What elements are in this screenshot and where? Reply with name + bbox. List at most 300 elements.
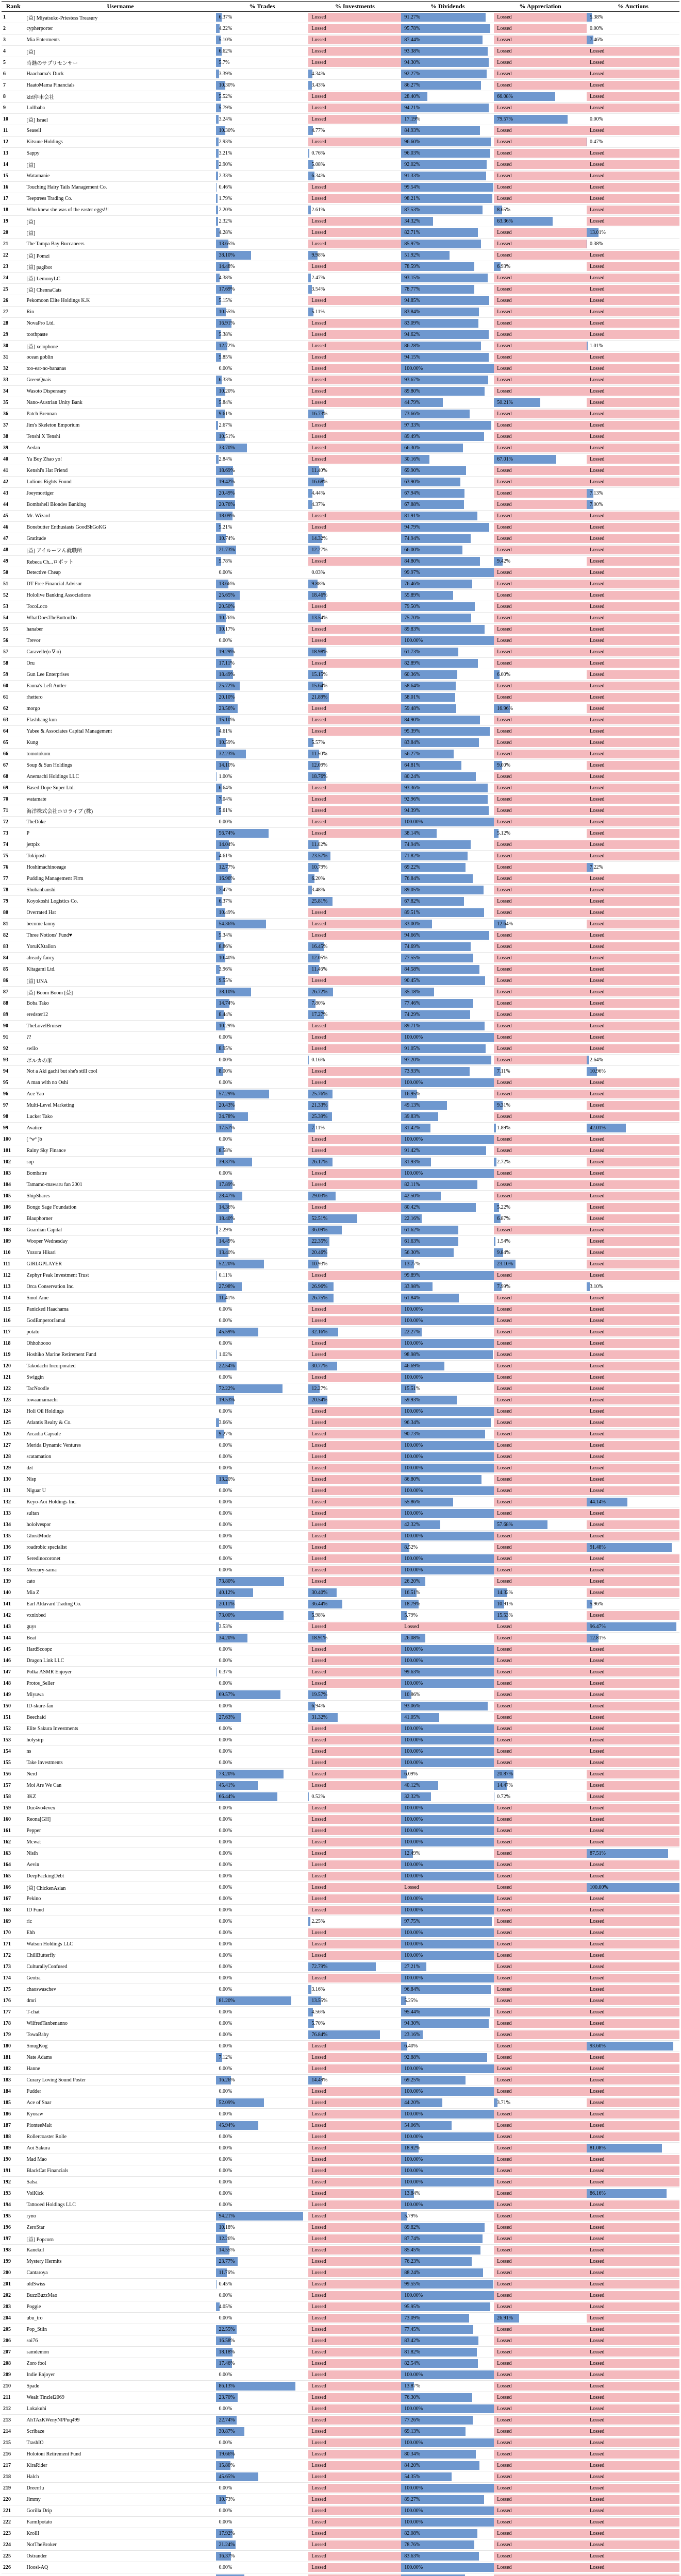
investments-value: Lossed [311,332,326,337]
username-cell: Seredinocoronet [25,1553,216,1565]
appreciation-value: Lossed [497,1851,512,1856]
dividends-cell [401,2449,494,2460]
username-cell: cypherporter [25,23,216,35]
auctions-value: 100.00% [590,1885,608,1890]
appreciation-cell [494,715,587,726]
auctions-value: Lossed [590,2270,605,2276]
trades-value: 54.36% [219,921,235,927]
auctions-value: Lossed [590,638,605,643]
trades-value: 56.74% [219,831,235,836]
dividends-value: 61.84% [404,1295,421,1301]
trades-value: 0.00% [219,2406,232,2412]
username-cell: Yozora Hikari [25,1247,216,1259]
table-row [2,1689,679,1701]
investments-value: Lossed [311,2055,326,2060]
table-row [2,2279,679,2290]
table-row [2,624,679,635]
investments-cell [308,1247,401,1259]
trades-value: 14.49% [219,1239,235,1244]
table-row [2,2517,679,2528]
rank-cell: 202 [2,2290,25,2301]
auctions-value: Lossed [590,853,605,859]
trades-cell [216,1780,309,1791]
dividends-cell [401,1372,494,1383]
investments-cell [308,2505,401,2517]
dividends-cell [401,1848,494,1859]
auctions-cell [587,692,679,703]
appreciation-value: Lossed [497,1227,512,1233]
investments-cell [308,80,401,91]
dividends-cell [401,873,494,885]
investments-cell [308,1633,401,1644]
rank-cell: 19 [2,216,25,227]
appreciation-cell [494,1678,587,1689]
auctions-value: Lossed [590,479,605,485]
dividends-cell [401,1123,494,1134]
table-row [2,1961,679,1973]
dividends-value: 100.00% [404,1907,423,1913]
investments-value: Lossed [311,1273,326,1278]
username-cell: CulturallyConfused [25,1961,216,1973]
appreciation-value: Lossed [497,547,512,553]
investments-value: Lossed [311,1454,326,1460]
trades-cell [216,35,309,46]
dividends-value: 100.00% [404,1443,423,1448]
dividends-cell [401,2313,494,2324]
dividends-value: 73.93% [404,1069,421,1074]
investments-cell [308,2154,401,2165]
appreciation-value: Lossed [497,910,512,916]
dividends-value: 83.84% [404,740,421,745]
username-cell: Patch Brennan [25,409,216,420]
table-row [2,397,679,409]
appreciation-value: Lossed [497,774,512,779]
investments-cell [308,216,401,227]
trades-value: 0.00% [219,1941,232,1947]
auctions-value: Lossed [590,1783,605,1788]
investments-cell [308,386,401,397]
trades-cell [216,1168,309,1179]
username-cell: ID-skure-fan [25,1701,216,1712]
appreciation-cell [494,2426,587,2437]
investments-value: Lossed [311,1171,326,1176]
rank-cell: 1 [2,12,25,23]
trades-cell [216,737,309,749]
auctions-value: Lossed [590,1828,605,1834]
table-row [2,2324,679,2335]
trades-value: 23.77% [219,2259,235,2264]
rank-cell: 31 [2,352,25,363]
appreciation-value: Lossed [497,1828,512,1834]
appreciation-cell [494,1485,587,1497]
trades-value: 0.00% [219,2179,232,2185]
auctions-value: Lossed [590,1941,605,1947]
dividends-value: 34.32% [404,218,421,224]
auctions-value: Lossed [590,2338,605,2344]
dividends-value: 100.00% [404,2066,423,2072]
appreciation-value: Lossed [497,196,512,201]
auctions-value: 96.47% [590,1624,606,1630]
investments-cell [308,1179,401,1191]
table-row [2,1021,679,1032]
dividends-value: 100.00% [404,1828,423,1834]
appreciation-value: Lossed [497,1896,512,1902]
auctions-cell [587,91,679,103]
appreciation-cell [494,1395,587,1406]
trades-cell [216,284,309,295]
auctions-cell [587,23,679,35]
rank-cell: 63 [2,715,25,726]
investments-cell [308,749,401,760]
username-cell: GhostMode [25,1531,216,1542]
dividends-value: 100.00% [404,1953,423,1958]
username-cell: Holi Oil Holdings [25,1406,216,1417]
auctions-cell [587,794,679,805]
trades-value: 13.66% [219,581,235,587]
investments-cell [308,2075,401,2086]
trades-value: 3.21% [219,150,232,156]
table-row [2,1043,679,1055]
investments-cell [308,873,401,885]
investments-value: Lossed [311,1307,326,1312]
appreciation-value: Lossed [497,978,512,984]
appreciation-cell [494,1939,587,1950]
appreciation-cell [494,1315,587,1327]
investments-value: 25.81% [311,899,328,904]
appreciation-cell [494,2041,587,2052]
table-row [2,941,679,953]
username-cell: dzt [25,1463,216,1474]
investments-value: Lossed [311,717,326,723]
investments-cell [308,635,401,647]
trades-value: 0.00% [219,1975,232,1981]
investments-value: 26.96% [311,1284,328,1290]
table-row [2,1735,679,1746]
dividends-cell [401,1859,494,1871]
auctions-cell [587,1202,679,1213]
investments-value: Lossed [311,434,326,439]
trades-value: 0.00% [219,2485,232,2491]
dividends-cell [401,273,494,284]
appreciation-cell [494,261,587,273]
appreciation-value: 20.87% [497,1771,513,1777]
trades-value: 2.84% [219,456,232,462]
table-row [2,828,679,839]
auctions-value: Lossed [590,128,605,133]
dividends-value: 49.13% [404,1103,421,1108]
dividends-cell [401,2415,494,2426]
rank-cell: 53 [2,601,25,613]
auctions-value: Lossed [590,2474,605,2480]
trades-cell [216,635,309,647]
rank-cell: 169 [2,1916,25,1927]
trades-value: 0.37% [219,1669,232,1675]
investments-cell [308,1304,401,1315]
investments-value: Lossed [311,2553,326,2559]
appreciation-cell [494,1927,587,1939]
rank-cell: 163 [2,1848,25,1859]
dividends-cell [401,839,494,851]
dividends-value: 99.89% [404,1273,421,1278]
dividends-cell [401,465,494,477]
investments-cell [308,2131,401,2143]
appreciation-cell [494,1440,587,1451]
auctions-cell [587,2256,679,2267]
username-cell: Kyoraw [25,2109,216,2120]
username-cell: tomotokom [25,749,216,760]
rank-cell: 64 [2,726,25,737]
auctions-cell [587,239,679,250]
username-cell: ChillButterfly [25,1950,216,1961]
dividends-cell [401,2131,494,2143]
username-header: Username [25,2,216,12]
dividends-value: 13.84% [404,2191,421,2196]
appreciation-cell [494,1825,587,1837]
appreciation-value: Lossed [497,60,512,65]
auctions-cell [587,1089,679,1100]
appreciation-cell [494,2573,587,2576]
dividends-cell [401,2290,494,2301]
trades-bar [216,2280,217,2289]
dividends-cell [401,182,494,193]
investments-value: Lossed [311,1783,326,1788]
trades-cell [216,193,309,205]
appreciation-cell [494,2290,587,2301]
auctions-value: Lossed [590,524,605,530]
rank-cell: 218 [2,2471,25,2483]
auctions-cell [587,1145,679,1157]
auctions-value: Lossed [590,2225,605,2230]
trades-value: 40.12% [219,1590,235,1596]
username-cell: become lanny [25,919,216,930]
investments-value: Lossed [311,60,326,65]
rank-cell: 21 [2,239,25,250]
investments-value: Lossed [311,264,326,269]
investments-value: Lossed [311,2134,326,2140]
dividends-cell [401,1814,494,1825]
auctions-cell [587,2347,679,2358]
appreciation-cell [494,851,587,862]
trades-value: 0.00% [219,2021,232,2026]
username-cell: Take Investments [25,1757,216,1769]
appreciation-cell [494,533,587,545]
investments-value: 4.44% [311,490,325,496]
trades-value: 3.66% [219,1420,232,1426]
auctions-value: Lossed [590,1295,605,1301]
auctions-cell [587,2143,679,2154]
investments-value: Lossed [311,1375,326,1380]
appreciation-cell [494,839,587,851]
trades-value: 12.72% [219,343,235,349]
trades-cell [216,1678,309,1689]
investments-cell [308,2347,401,2358]
appreciation-cell [494,2437,587,2449]
dividends-value: 100.00% [404,2565,423,2570]
dividends-cell [401,2063,494,2075]
username-cell: Tattooed Holdings LLC [25,2199,216,2211]
investments-value: Lossed [311,196,326,201]
dividends-cell [401,1406,494,1417]
investments-cell [308,1610,401,1621]
dividends-cell [401,1542,494,1553]
appreciation-cell [494,1372,587,1383]
table-row [2,239,679,250]
investments-value: Lossed [311,1828,326,1834]
auctions-cell [587,1429,679,1440]
investments-value: 18.91% [311,1635,328,1641]
auctions-cell [587,1349,679,1361]
auctions-cell [587,1440,679,1451]
appreciation-value: Lossed [497,853,512,859]
investments-value: Lossed [311,456,326,462]
rank-cell: 36 [2,409,25,420]
rank-cell: 177 [2,2007,25,2018]
auctions-value: Lossed [590,2032,605,2038]
table-row [2,2075,679,2086]
rank-cell: 197 [2,2233,25,2245]
dividends-cell [401,1950,494,1961]
trades-value: 0.00% [219,1896,232,1902]
rank-cell: 141 [2,1599,25,1610]
dividends-value: 69.25% [404,2077,421,2083]
dividends-value: 100.00% [404,1975,423,1981]
appreciation-value: Lossed [497,796,512,802]
trades-cell [216,114,309,125]
trades-value: 20.10% [219,694,235,700]
appreciation-cell [494,57,587,69]
dividends-value: 94.30% [404,2021,421,2026]
dividends-value: 100.00% [404,2179,423,2185]
auctions-value: Lossed [590,1148,605,1154]
trades-value: 0.00% [219,1057,232,1063]
trades-cell [216,1213,309,1225]
auctions-bar [587,342,588,350]
investments-value: Lossed [311,728,326,734]
trades-cell [216,2007,309,2018]
trades-cell [216,533,309,545]
appreciation-cell [494,749,587,760]
trades-cell [216,760,309,771]
auctions-cell [587,1463,679,1474]
appreciation-cell [494,2505,587,2517]
dividends-value: 92.02% [404,162,421,167]
appreciation-cell [494,2120,587,2131]
rank-cell: 110 [2,1247,25,1259]
auctions-cell [587,375,679,386]
appreciation-cell [494,465,587,477]
investments-value: Lossed [311,513,326,519]
auctions-cell [587,2335,679,2347]
trades-value: 10.20% [219,388,235,394]
investments-cell [308,1893,401,1905]
investments-value: 13.55% [311,1998,328,2004]
investments-value: Lossed [311,2542,326,2548]
auctions-value: Lossed [590,1409,605,1414]
appreciation-cell [494,1100,587,1111]
investments-cell [308,907,401,919]
investments-value: 11.40% [311,468,327,473]
dividends-cell [401,1701,494,1712]
trades-cell [216,2324,309,2335]
table-row [2,1100,679,1111]
appreciation-cell [494,2097,587,2109]
investments-value: Lossed [311,1579,326,1584]
trades-cell [216,1667,309,1678]
username-cell: Hoshiko Marine Retirement Fund [25,1349,216,1361]
username-cell: Kenshi's Hat Friend [25,465,216,477]
trades-cell [216,1055,309,1066]
investments-cell [308,885,401,896]
trades-value: 0.00% [219,1760,232,1766]
appreciation-cell [494,1916,587,1927]
username-cell: KrollI [25,2528,216,2539]
investments-value: Lossed [311,1873,326,1879]
auctions-cell [587,1916,679,1927]
trades-value: 0.00% [219,2519,232,2525]
dividends-cell [401,862,494,873]
dividends-cell [401,1066,494,1077]
auctions-value: Lossed [590,184,605,190]
table-row [2,171,679,182]
trades-cell [216,2177,309,2188]
dividends-value: 100.00% [404,1171,423,1176]
auctions-cell [587,1825,679,1837]
trades-bar [216,1668,217,1676]
trades-value: 0.00% [219,1703,232,1709]
auctions-value: Lossed [590,388,605,394]
rank-cell: 25 [2,284,25,295]
investments-cell [308,1440,401,1451]
dividends-value: 90.45% [404,978,421,984]
table-row [2,2199,679,2211]
investments-cell [308,1995,401,2007]
auctions-value: Lossed [590,513,605,519]
username-cell: Ya Boy Zhao yo! [25,454,216,465]
investments-value: 5.11% [311,309,325,315]
rank-cell: 184 [2,2086,25,2097]
investments-value: 11.46% [311,967,327,972]
username-cell: Mercury-sama [25,1565,216,1576]
trades-cell [216,1145,309,1157]
dividends-value: 58.01% [404,694,421,700]
auctions-cell [587,647,679,658]
dividends-value: 100.00% [404,1080,423,1086]
appreciation-value: Lossed [497,1885,512,1890]
dividends-cell [401,964,494,975]
investments-value: Lossed [311,2327,326,2332]
auctions-cell [587,953,679,964]
table-row [2,91,679,103]
table-row [2,1338,679,1349]
appreciation-value: Lossed [497,1375,512,1380]
dividends-cell [401,341,494,352]
trades-value: 10.29% [219,1023,235,1029]
appreciation-value: Lossed [497,2429,512,2434]
dividends-value: 80.34% [404,2451,421,2457]
rank-cell: 61 [2,692,25,703]
table-row [2,1157,679,1168]
appreciation-cell [494,1599,587,1610]
auctions-value: Lossed [590,309,605,315]
trades-value: 2.29% [219,1227,232,1233]
appreciation-value: Lossed [497,887,512,893]
investments-cell [308,1769,401,1780]
username-cell: Pekomoon Elite Holdings K.K [25,295,216,307]
trades-value: 5.84% [219,400,232,405]
dividends-cell [401,511,494,522]
table-row [2,1803,679,1814]
trades-cell [216,2415,309,2426]
